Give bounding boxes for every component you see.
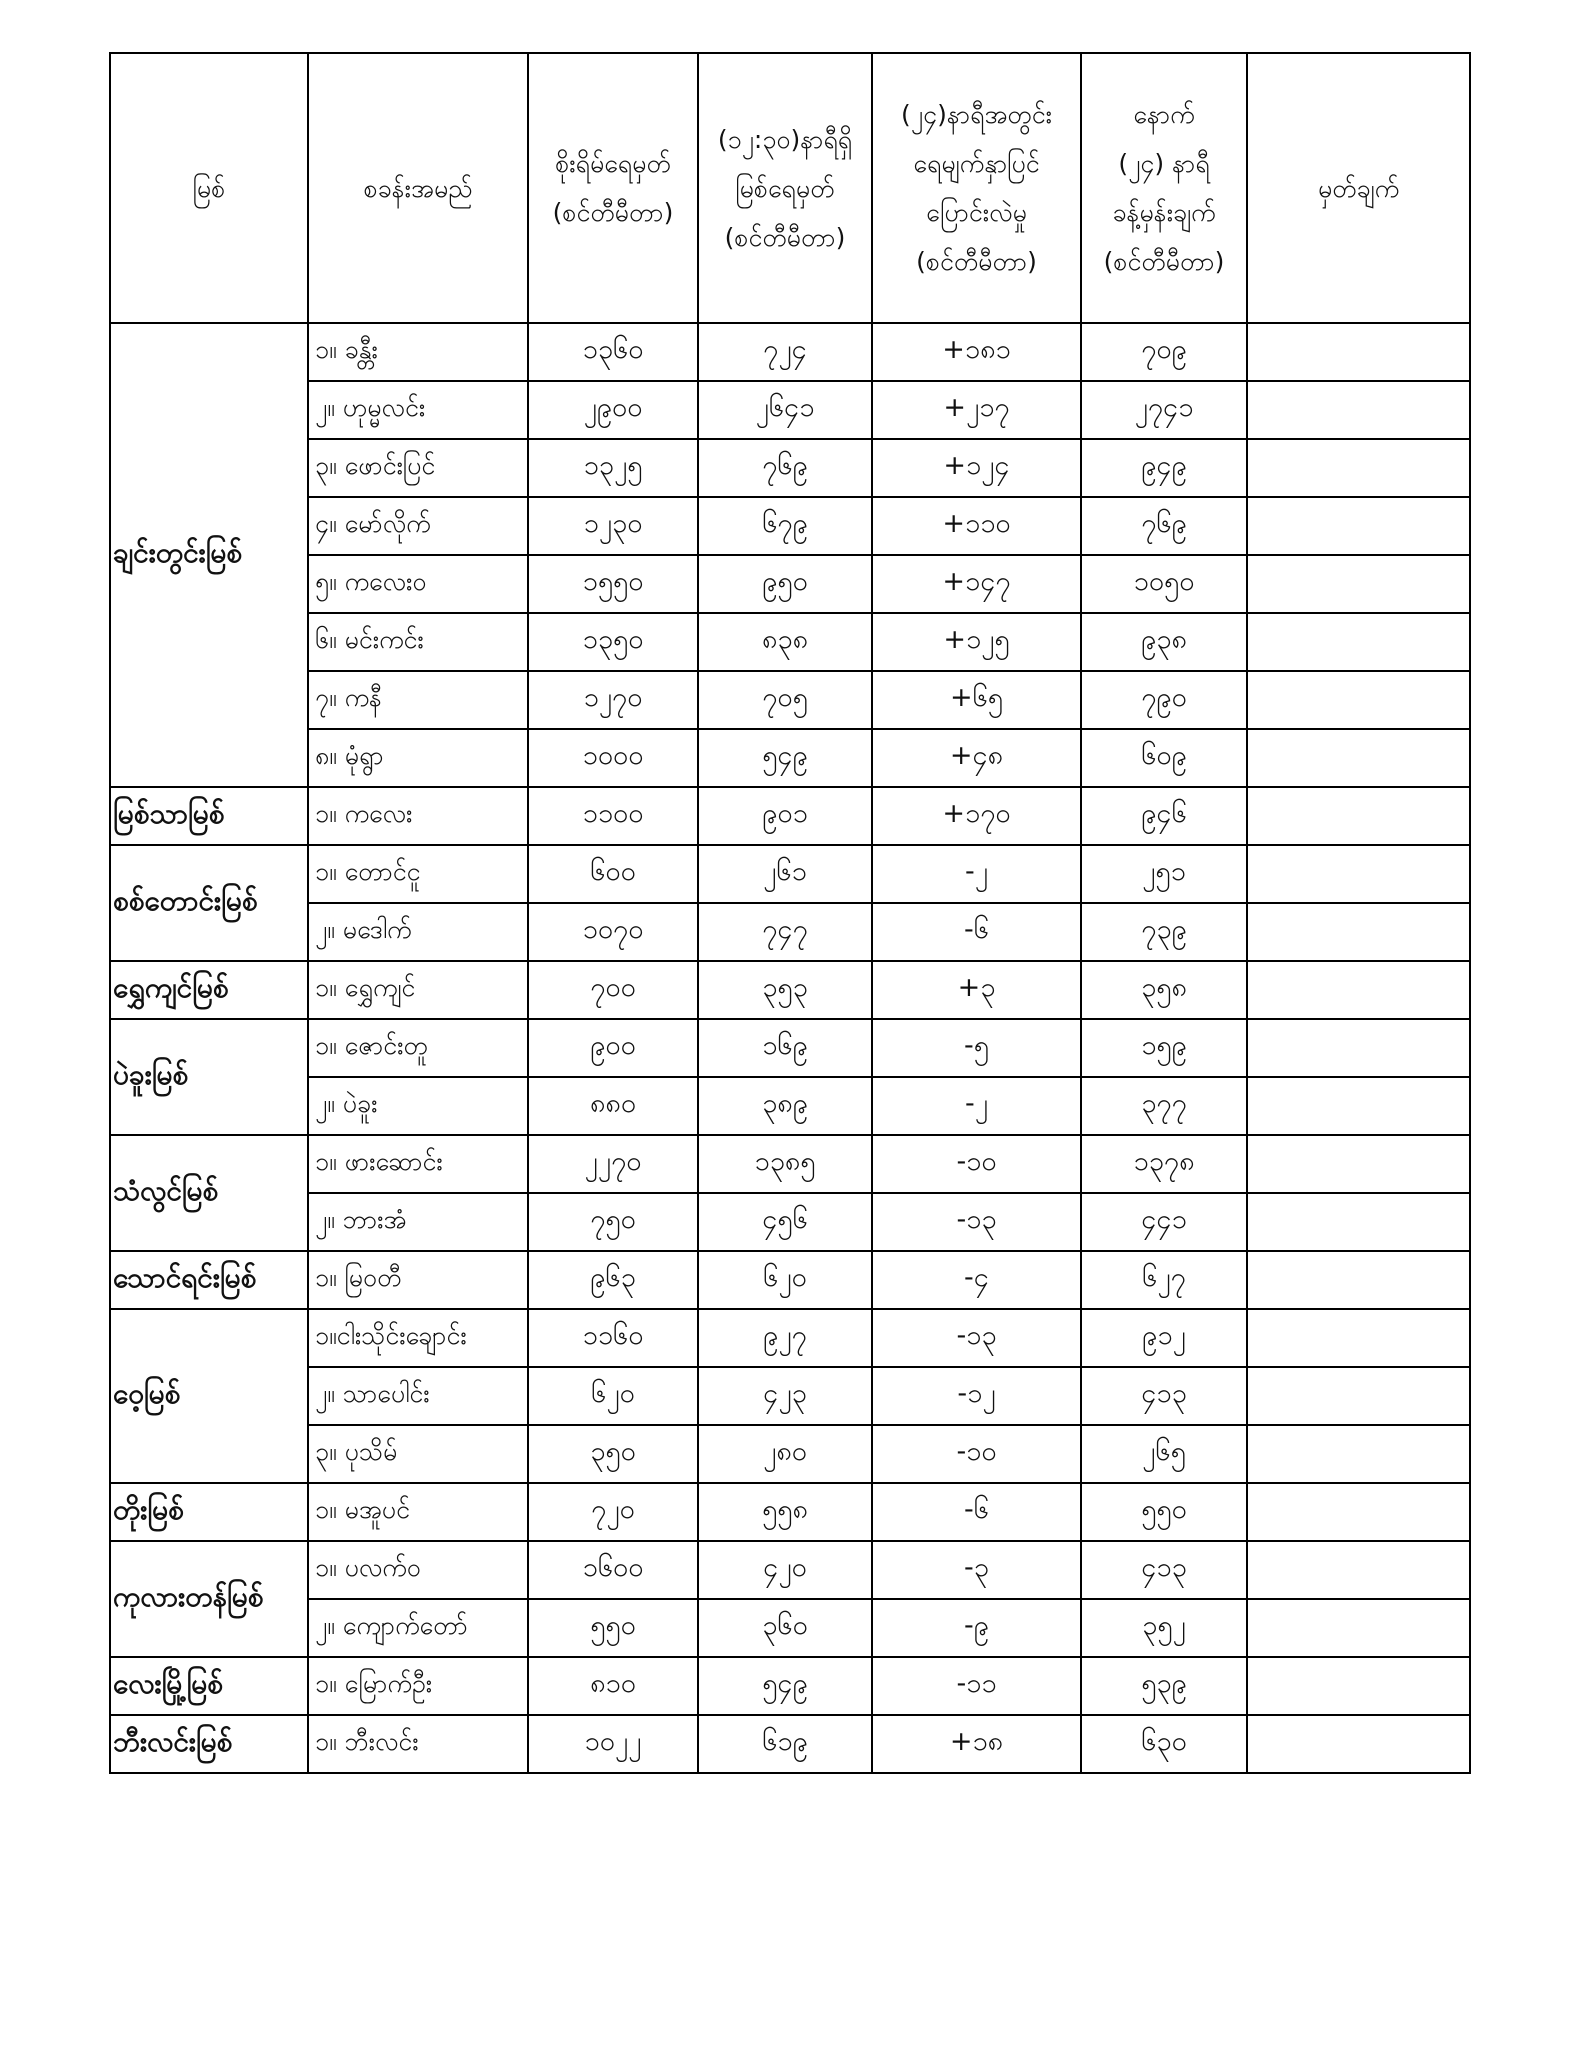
remark-cell — [1247, 1135, 1470, 1193]
river-name-cell: ဝေ့မြစ် — [110, 1309, 308, 1483]
forecast-level-cell: ၇၆၉ — [1081, 497, 1247, 555]
header-row — [110, 53, 1470, 323]
danger-level-cell: ၁၀၀၀ — [528, 729, 698, 787]
header-remark: မှတ်ချက် — [1247, 53, 1470, 323]
remark-cell — [1247, 1367, 1470, 1425]
header-current-level: (၁၂:၃၀)နာရီရှိ မြစ်ရေမှတ် (စင်တီမီတာ) — [698, 53, 872, 323]
river-name-cell: လေးမြို့မြစ် — [110, 1657, 308, 1715]
table-row — [110, 961, 1470, 1019]
table-row — [110, 555, 1470, 613]
level-change-cell: -၁၁ — [872, 1657, 1081, 1715]
forecast-level-cell: ၉၄၉ — [1081, 439, 1247, 497]
river-name-cell: ချင်းတွင်းမြစ် — [110, 323, 308, 787]
danger-level-cell: ၁၃၅၀ — [528, 613, 698, 671]
station-name-cell: ၁။ တောင်ငူ — [308, 845, 528, 903]
station-name-cell: ၂။ မဒေါက် — [308, 903, 528, 961]
forecast-level-cell: ၉၃၈ — [1081, 613, 1247, 671]
danger-level-cell: ၈၁၀ — [528, 1657, 698, 1715]
current-level-cell: ၆၂၀ — [698, 1251, 872, 1309]
current-level-cell: ၇၂၄ — [698, 323, 872, 381]
current-level-cell: ၅၅၈ — [698, 1483, 872, 1541]
header-river: မြစ် — [110, 53, 308, 323]
table-row — [110, 1425, 1470, 1483]
river-name-cell: ပဲခူးမြစ် — [110, 1019, 308, 1135]
river-name-cell: သံလွင်မြစ် — [110, 1135, 308, 1251]
station-name-cell: ၁။ ခန္တီး — [308, 323, 528, 381]
current-level-cell: ၃၆၀ — [698, 1599, 872, 1657]
table-row — [110, 1019, 1470, 1077]
danger-level-cell: ၁၁၆၀ — [528, 1309, 698, 1367]
danger-level-cell: ၁၃၆၀ — [528, 323, 698, 381]
river-name-cell: စစ်တောင်းမြစ် — [110, 845, 308, 961]
station-name-cell: ၂။ သာပေါင်း — [308, 1367, 528, 1425]
forecast-level-cell: ၆၂၇ — [1081, 1251, 1247, 1309]
danger-level-cell: ၇၅၀ — [528, 1193, 698, 1251]
level-change-cell: -၁၃ — [872, 1193, 1081, 1251]
station-name-cell: ၁။ ရွှေကျင် — [308, 961, 528, 1019]
danger-level-cell: ၆၀၀ — [528, 845, 698, 903]
station-name-cell: ၁။ ဖားဆောင်း — [308, 1135, 528, 1193]
station-name-cell: ၁။ မြဝတီ — [308, 1251, 528, 1309]
level-change-cell: +၁၂၄ — [872, 439, 1081, 497]
level-change-cell: -၄ — [872, 1251, 1081, 1309]
table-row — [110, 613, 1470, 671]
level-change-cell: -၅ — [872, 1019, 1081, 1077]
level-change-cell: +၂၁၇ — [872, 381, 1081, 439]
forecast-level-cell: ၂၅၁ — [1081, 845, 1247, 903]
remark-cell — [1247, 1657, 1470, 1715]
current-level-cell: ၃၈၉ — [698, 1077, 872, 1135]
current-level-cell: ၂၆၄၁ — [698, 381, 872, 439]
danger-level-cell: ၇၀၀ — [528, 961, 698, 1019]
danger-level-cell: ၇၂၀ — [528, 1483, 698, 1541]
danger-level-cell: ၉၆၃ — [528, 1251, 698, 1309]
station-name-cell: ၃။ ပုသိမ် — [308, 1425, 528, 1483]
header-24h-forecast: နောက် (၂၄) နာရီ ခန့်မှန်းချက် (စင်တီမီတာ) — [1081, 53, 1247, 323]
station-name-cell: ၁။ ဘီးလင်း — [308, 1715, 528, 1773]
remark-cell — [1247, 1483, 1470, 1541]
table-row — [110, 1657, 1470, 1715]
remark-cell — [1247, 323, 1470, 381]
station-name-cell: ၅။ ကလေးဝ — [308, 555, 528, 613]
header-24h-change: (၂၄)နာရီအတွင်း ရေမျက်နှာပြင် ပြောင်းလဲမှု (စင်တီမီတာ) — [872, 53, 1081, 323]
remark-cell — [1247, 1309, 1470, 1367]
remark-cell — [1247, 1193, 1470, 1251]
station-name-cell: ၇။ ကနီ — [308, 671, 528, 729]
table-row — [110, 1367, 1470, 1425]
forecast-level-cell: ၇၉၀ — [1081, 671, 1247, 729]
remark-cell — [1247, 845, 1470, 903]
current-level-cell: ၁၆၉ — [698, 1019, 872, 1077]
remark-cell — [1247, 1715, 1470, 1773]
level-change-cell: +၁၈၁ — [872, 323, 1081, 381]
header-station: စခန်းအမည် — [308, 53, 528, 323]
danger-level-cell: ၁၅၅၀ — [528, 555, 698, 613]
current-level-cell: ၉၀၁ — [698, 787, 872, 845]
danger-level-cell: ၁၁၀၀ — [528, 787, 698, 845]
level-change-cell: +၃ — [872, 961, 1081, 1019]
river-level-table-page — [109, 52, 1471, 1774]
level-change-cell: -၁၀ — [872, 1135, 1081, 1193]
current-level-cell: ၈၃၈ — [698, 613, 872, 671]
level-change-cell: +၁၂၅ — [872, 613, 1081, 671]
station-name-cell: ၂။ ကျောက်တော် — [308, 1599, 528, 1657]
level-change-cell: -၆ — [872, 1483, 1081, 1541]
current-level-cell: ၂၆၁ — [698, 845, 872, 903]
remark-cell — [1247, 1077, 1470, 1135]
danger-level-cell: ၁၂၃၀ — [528, 497, 698, 555]
level-change-cell: -၁၀ — [872, 1425, 1081, 1483]
danger-level-cell: ၆၂၀ — [528, 1367, 698, 1425]
station-name-cell: ၁။ ပလက်ဝ — [308, 1541, 528, 1599]
current-level-cell: ၉၅၀ — [698, 555, 872, 613]
danger-level-cell: ၃၅၀ — [528, 1425, 698, 1483]
danger-level-cell: ၁၀၇၀ — [528, 903, 698, 961]
forecast-level-cell: ၂၇၄၁ — [1081, 381, 1247, 439]
level-change-cell: -၁၃ — [872, 1309, 1081, 1367]
station-name-cell: ၁။ ဇောင်းတူ — [308, 1019, 528, 1077]
danger-level-cell: ၁၆၀၀ — [528, 1541, 698, 1599]
danger-level-cell: ၈၈၀ — [528, 1077, 698, 1135]
remark-cell — [1247, 381, 1470, 439]
current-level-cell: ၁၃၈၅ — [698, 1135, 872, 1193]
remark-cell — [1247, 903, 1470, 961]
station-name-cell: ၄။ မော်လိုက် — [308, 497, 528, 555]
table-row — [110, 903, 1470, 961]
river-name-cell: ဘီးလင်းမြစ် — [110, 1715, 308, 1773]
table-row — [110, 787, 1470, 845]
remark-cell — [1247, 729, 1470, 787]
level-change-cell: +၁၁၀ — [872, 497, 1081, 555]
danger-level-cell: ၂၉၀၀ — [528, 381, 698, 439]
forecast-level-cell: ၄၄၁ — [1081, 1193, 1247, 1251]
table-row — [110, 1715, 1470, 1773]
current-level-cell: ၂၈၀ — [698, 1425, 872, 1483]
forecast-level-cell: ၅၅၀ — [1081, 1483, 1247, 1541]
station-name-cell: ၁။ မအူပင် — [308, 1483, 528, 1541]
station-name-cell: ၃။ ဖောင်းပြင် — [308, 439, 528, 497]
level-change-cell: -၂ — [872, 845, 1081, 903]
station-name-cell: ၁။ ကလေး — [308, 787, 528, 845]
danger-level-cell: ၂၂၇၀ — [528, 1135, 698, 1193]
level-change-cell: +၁၄၇ — [872, 555, 1081, 613]
current-level-cell: ၆၁၉ — [698, 1715, 872, 1773]
remark-cell — [1247, 1019, 1470, 1077]
forecast-level-cell: ၆၃၀ — [1081, 1715, 1247, 1773]
forecast-level-cell: ၇၀၉ — [1081, 323, 1247, 381]
remark-cell — [1247, 1251, 1470, 1309]
remark-cell — [1247, 1599, 1470, 1657]
forecast-level-cell: ၆၀၉ — [1081, 729, 1247, 787]
table-row — [110, 1135, 1470, 1193]
table-row — [110, 439, 1470, 497]
table-row — [110, 1483, 1470, 1541]
station-name-cell: ၁။ငါးသိုင်းချောင်း — [308, 1309, 528, 1367]
table-row — [110, 1251, 1470, 1309]
remark-cell — [1247, 1541, 1470, 1599]
current-level-cell: ၄၂၀ — [698, 1541, 872, 1599]
river-name-cell: တိုးမြစ် — [110, 1483, 308, 1541]
table-row — [110, 1599, 1470, 1657]
current-level-cell: ၄၂၃ — [698, 1367, 872, 1425]
table-row — [110, 729, 1470, 787]
forecast-level-cell: ၁၅၉ — [1081, 1019, 1247, 1077]
river-name-cell: မြစ်သာမြစ် — [110, 787, 308, 845]
forecast-level-cell: ၄၁၃ — [1081, 1367, 1247, 1425]
level-change-cell: -၁၂ — [872, 1367, 1081, 1425]
current-level-cell: ၅၄၉ — [698, 729, 872, 787]
forecast-level-cell: ၃၇၇ — [1081, 1077, 1247, 1135]
level-change-cell: +၄၈ — [872, 729, 1081, 787]
forecast-level-cell: ၉၄၆ — [1081, 787, 1247, 845]
current-level-cell: ၅၄၉ — [698, 1657, 872, 1715]
remark-cell — [1247, 555, 1470, 613]
danger-level-cell: ၁၃၂၅ — [528, 439, 698, 497]
current-level-cell: ၇၆၉ — [698, 439, 872, 497]
level-change-cell: +၁၈ — [872, 1715, 1081, 1773]
station-name-cell: ၂။ ဘားအံ — [308, 1193, 528, 1251]
station-name-cell: ၂။ ပဲခူး — [308, 1077, 528, 1135]
forecast-level-cell: ၂၆၅ — [1081, 1425, 1247, 1483]
remark-cell — [1247, 671, 1470, 729]
forecast-level-cell: ၉၁၂ — [1081, 1309, 1247, 1367]
danger-level-cell: ၁၀၂၂ — [528, 1715, 698, 1773]
table-row — [110, 1077, 1470, 1135]
river-level-table — [109, 52, 1471, 1774]
danger-level-cell: ၁၂၇၀ — [528, 671, 698, 729]
forecast-level-cell: ၇၃၉ — [1081, 903, 1247, 961]
forecast-level-cell: ၁၀၅၀ — [1081, 555, 1247, 613]
river-name-cell: သောင်ရင်းမြစ် — [110, 1251, 308, 1309]
table-row — [110, 497, 1470, 555]
level-change-cell: -၃ — [872, 1541, 1081, 1599]
current-level-cell: ၉၂၇ — [698, 1309, 872, 1367]
level-change-cell: +၆၅ — [872, 671, 1081, 729]
level-change-cell: -၉ — [872, 1599, 1081, 1657]
remark-cell — [1247, 961, 1470, 1019]
level-change-cell: +၁၇၀ — [872, 787, 1081, 845]
station-name-cell: ၂။ ဟုမ္မလင်း — [308, 381, 528, 439]
table-row — [110, 845, 1470, 903]
forecast-level-cell: ၃၅၂ — [1081, 1599, 1247, 1657]
river-name-cell: ရွှေကျင်မြစ် — [110, 961, 308, 1019]
table-row — [110, 1193, 1470, 1251]
current-level-cell: ၇၀၅ — [698, 671, 872, 729]
table-row — [110, 671, 1470, 729]
remark-cell — [1247, 787, 1470, 845]
table-body — [110, 323, 1470, 1773]
current-level-cell: ၆၇၉ — [698, 497, 872, 555]
table-row — [110, 323, 1470, 381]
current-level-cell: ၄၅၆ — [698, 1193, 872, 1251]
current-level-cell: ၃၅၃ — [698, 961, 872, 1019]
header-danger-level: စိုးရိမ်ရေမှတ် (စင်တီမီတာ) — [528, 53, 698, 323]
station-name-cell: ၆။ မင်းကင်း — [308, 613, 528, 671]
level-change-cell: -၂ — [872, 1077, 1081, 1135]
current-level-cell: ၇၄၇ — [698, 903, 872, 961]
remark-cell — [1247, 439, 1470, 497]
danger-level-cell: ၉၀၀ — [528, 1019, 698, 1077]
remark-cell — [1247, 613, 1470, 671]
table-row — [110, 1541, 1470, 1599]
forecast-level-cell: ၅၃၉ — [1081, 1657, 1247, 1715]
station-name-cell: ၁။ မြောက်ဦး — [308, 1657, 528, 1715]
remark-cell — [1247, 1425, 1470, 1483]
forecast-level-cell: ၃၅၈ — [1081, 961, 1247, 1019]
level-change-cell: -၆ — [872, 903, 1081, 961]
danger-level-cell: ၅၅၀ — [528, 1599, 698, 1657]
forecast-level-cell: ၄၁၃ — [1081, 1541, 1247, 1599]
forecast-level-cell: ၁၃၇၈ — [1081, 1135, 1247, 1193]
station-name-cell: ၈။ မုံရွာ — [308, 729, 528, 787]
remark-cell — [1247, 497, 1470, 555]
river-name-cell: ကုလားတန်မြစ် — [110, 1541, 308, 1657]
table-row — [110, 381, 1470, 439]
table-row — [110, 1309, 1470, 1367]
